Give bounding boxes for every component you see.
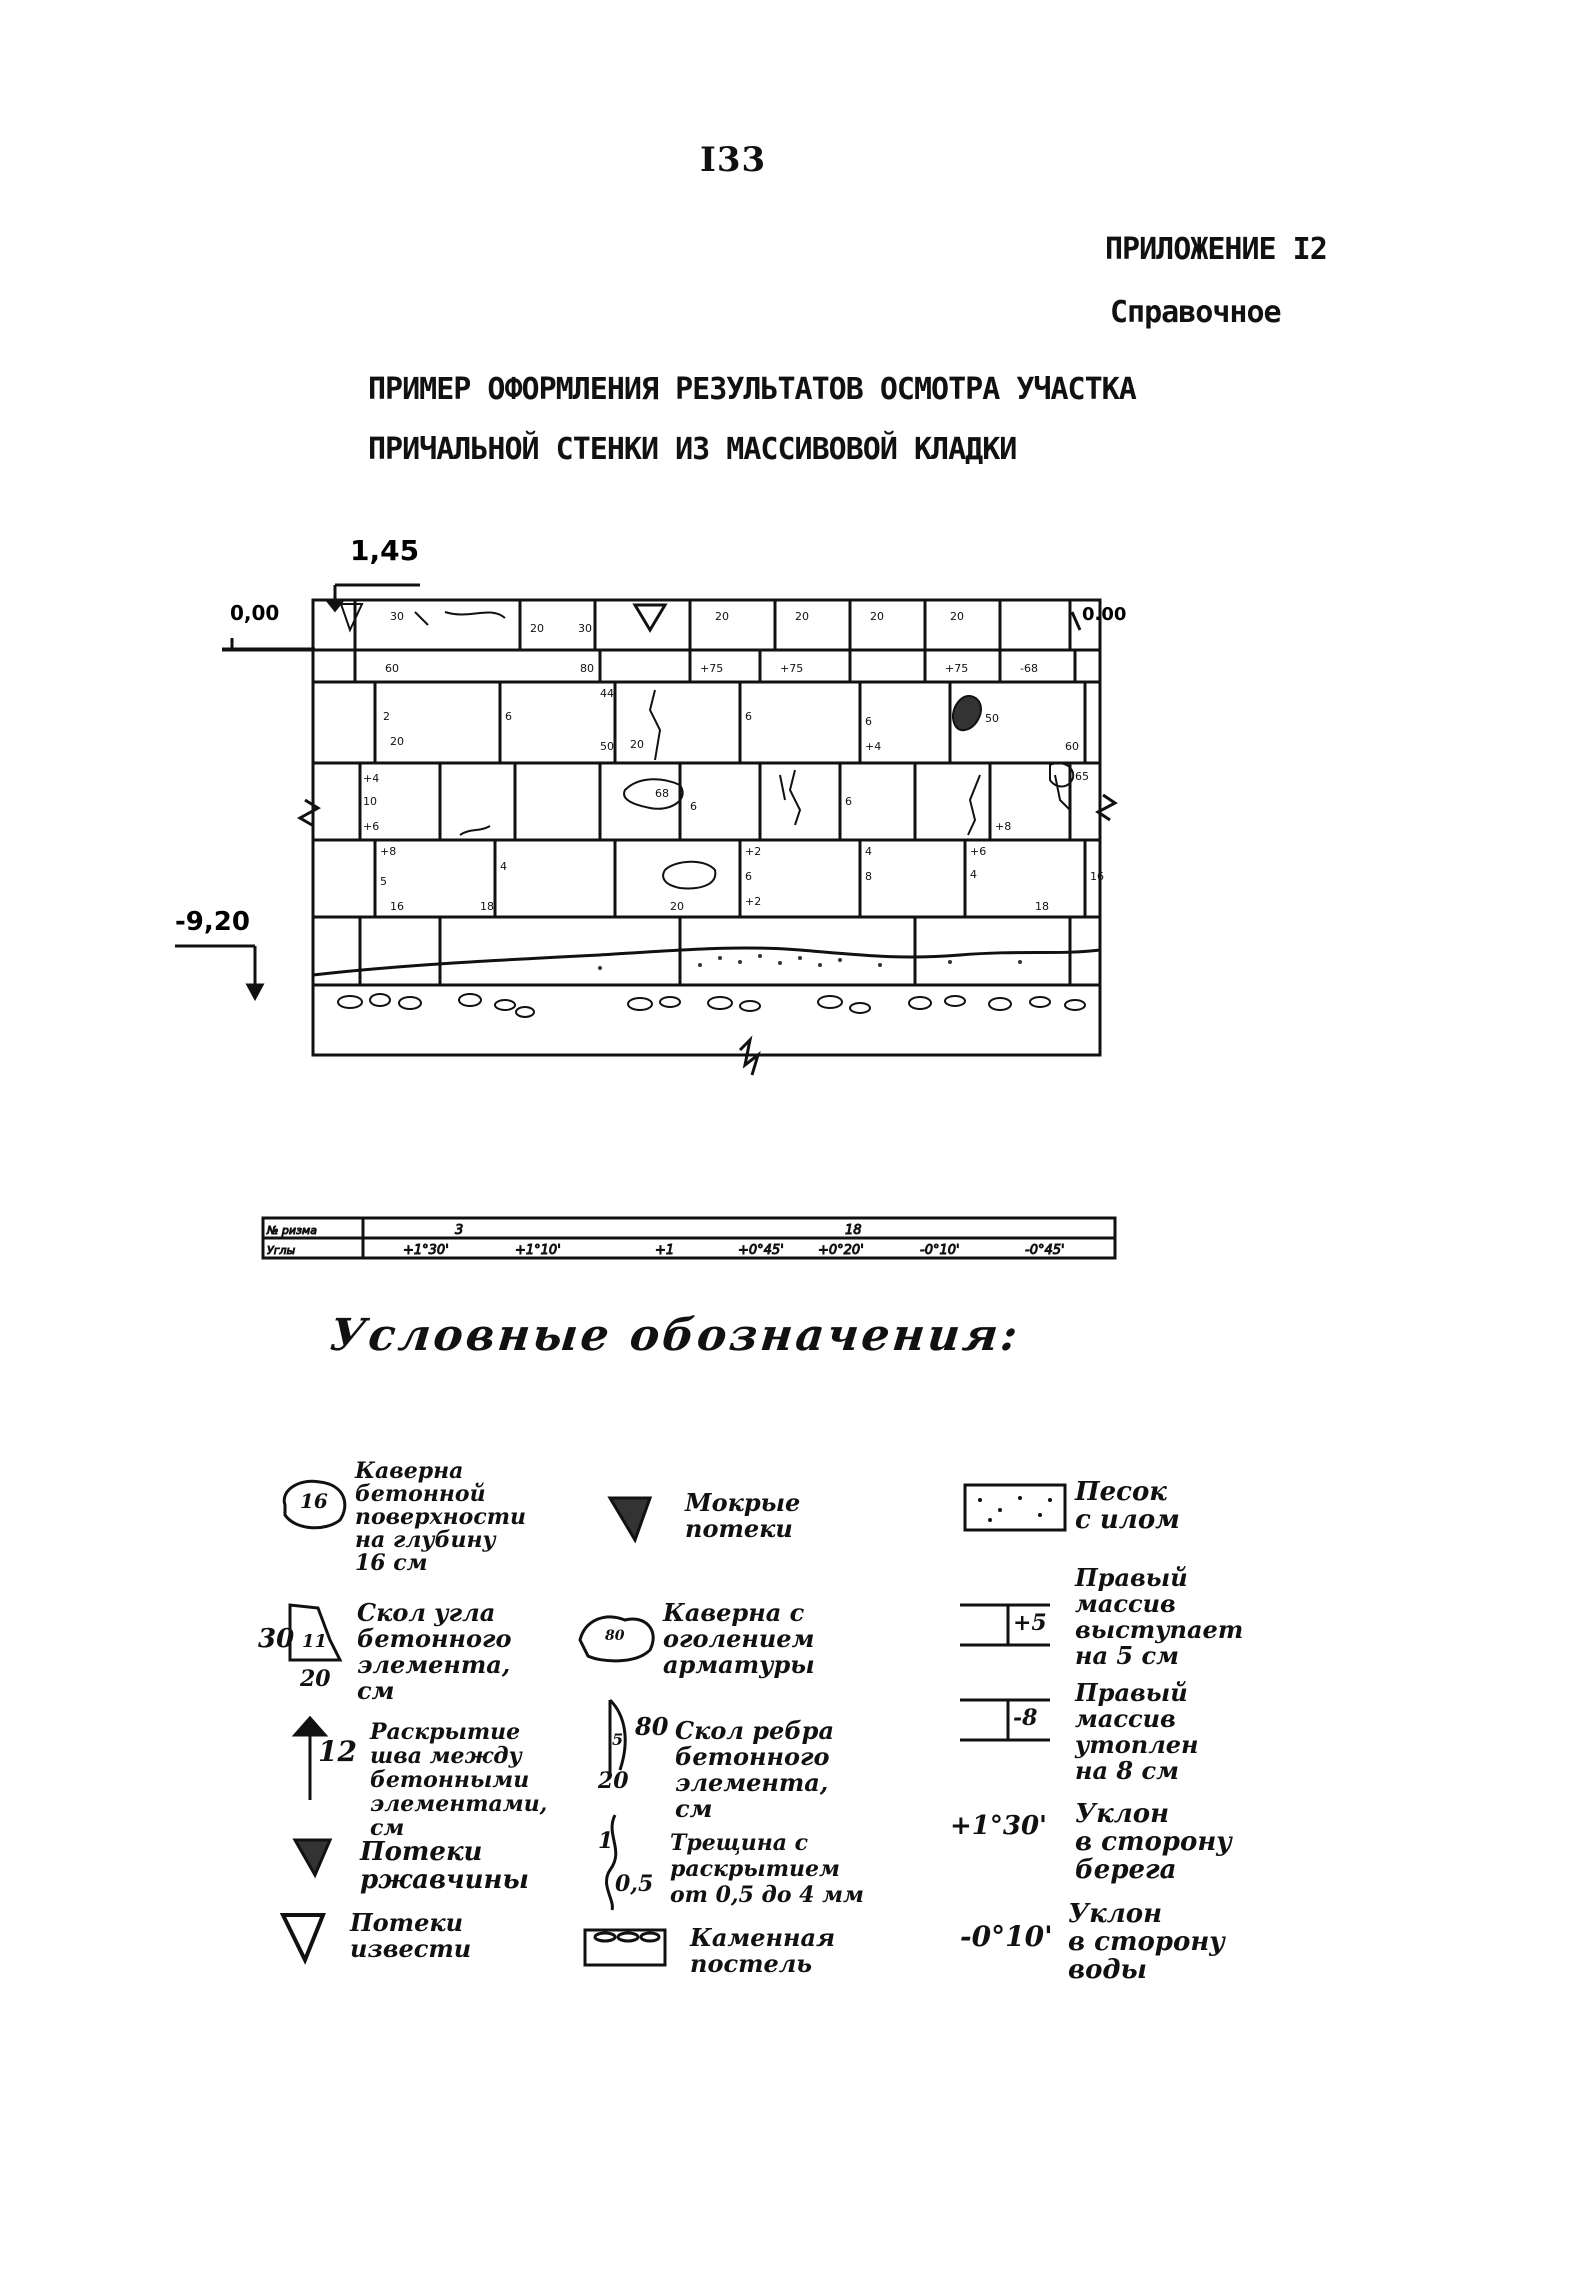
row3-label: 20	[390, 735, 404, 748]
row5-label: +2	[745, 895, 762, 908]
row1-label: 20	[715, 610, 729, 623]
row2-label: +75	[700, 662, 724, 675]
row5-label: 6	[745, 870, 752, 883]
legend-text: Правый массив выступает на 5 см	[1075, 1563, 1244, 1670]
legend-text: Потеки извести	[350, 1908, 472, 1963]
mark-left: 0,00	[230, 601, 280, 625]
row4-label: 68	[655, 787, 669, 800]
row5-label: 20	[670, 900, 684, 913]
mark-bottom: -9,20	[175, 907, 250, 937]
row1-label: 20	[795, 610, 809, 623]
appendix-label: ПРИЛОЖЕНИЕ I2	[1105, 232, 1327, 267]
title-line-1: ПРИМЕР ОФОРМЛЕНИЯ РЕЗУЛЬТАТОВ ОСМОТРА УЧАСТКА	[368, 372, 1136, 407]
mark-right: 0.00	[1082, 604, 1127, 625]
legend-symbol-label: 11	[302, 1631, 328, 1652]
row5-label: +2	[745, 845, 762, 858]
row1-label: 30	[390, 610, 404, 623]
legend-symbol-label: 12	[318, 1735, 357, 1768]
legend-symbol-label: 1	[598, 1828, 614, 1854]
legend-symbol-label: 20	[598, 1768, 629, 1794]
table-cell: 18	[845, 1223, 862, 1238]
row4-label: 65	[1075, 770, 1089, 783]
row3-label: 20	[630, 738, 644, 751]
legend-symbol-label: 0,5	[615, 1871, 654, 1897]
table-header-row2: Углы	[267, 1244, 296, 1257]
mark-top: 1,45	[350, 534, 420, 567]
row3-label: 6	[865, 715, 872, 728]
row1-label: 20	[950, 610, 964, 623]
row2-label: +75	[945, 662, 969, 675]
row1-label: 30	[578, 622, 592, 635]
row4-label: +4	[363, 772, 380, 785]
row5-label: +8	[380, 845, 397, 858]
sand-silt-symbol-icon	[965, 1485, 1065, 1530]
legend-text: Раскрытие шва между бетонными элементами, см	[370, 1719, 548, 1841]
row5-label: 8	[865, 870, 872, 883]
legend-text: Песок с илом	[1075, 1477, 1180, 1535]
row3-label: 50	[985, 712, 999, 725]
legend-text: Уклон в сторону воды	[1068, 1899, 1225, 1985]
legend-symbol-label: -0°10'	[960, 1920, 1053, 1953]
row4-label: +8	[995, 820, 1012, 833]
row4-label: 6	[845, 795, 852, 808]
legend-text: Уклон в сторону берега	[1075, 1799, 1232, 1885]
legend-symbol-label: 16	[300, 1489, 328, 1513]
row2-label: +75	[780, 662, 804, 675]
table-cell: +0°45'	[738, 1243, 784, 1258]
row3-label: 6	[745, 710, 752, 723]
legend-symbol-label: 30	[258, 1624, 295, 1654]
legend-symbol-label: 80	[635, 1712, 669, 1741]
title-line-2: ПРИЧАЛЬНОЙ СТЕНКИ ИЗ МАССИВОВОЙ КЛАДКИ	[368, 432, 1017, 467]
row5-label: 4	[500, 860, 507, 873]
table-cell: +1	[655, 1243, 675, 1258]
table-cell: 3	[455, 1223, 464, 1238]
table-header-row1: № ризма	[267, 1224, 317, 1237]
row2-label: 60	[385, 662, 399, 675]
table-cell: -0°45'	[1025, 1243, 1065, 1258]
row2-label: 80	[580, 662, 594, 675]
legend-symbol-label: 20	[300, 1666, 331, 1692]
row1-label: 20	[530, 622, 544, 635]
row5-label: 5	[380, 875, 387, 888]
reference-label: Справочное	[1110, 295, 1281, 330]
legend-symbol-label: +5	[1013, 1610, 1047, 1636]
legend-text: Трещина с раскрытием от 0,5 до 4 мм	[670, 1830, 864, 1908]
lime-streak-symbol-icon	[283, 1915, 323, 1960]
row1-label: 20	[870, 610, 884, 623]
row3-label: 60	[1065, 740, 1079, 753]
row3-label: 6	[505, 710, 512, 723]
table-cell: -0°10'	[920, 1243, 960, 1258]
row2-label: -68	[1020, 662, 1038, 675]
legend-symbol-label: -8	[1013, 1705, 1038, 1731]
row4-label: 10	[363, 795, 377, 808]
table-cell: +0°20'	[818, 1243, 864, 1258]
legend-title: Условные обозначения:	[327, 1310, 1023, 1361]
legend-text: Скол ребра бетонного элемента, см	[675, 1716, 834, 1823]
row5-label: 18	[480, 900, 494, 913]
legend-text: Потеки ржавчины	[360, 1837, 529, 1895]
legend-text: Правый массив утоплен на 8 см	[1075, 1678, 1199, 1785]
table-cell: +1°30'	[403, 1243, 449, 1258]
row4-label: +6	[363, 820, 380, 833]
row5-label: 16	[390, 900, 404, 913]
row5-label: 4	[970, 868, 977, 881]
rust-streak-symbol-icon	[295, 1840, 330, 1875]
row5-label: +6	[970, 845, 987, 858]
page-number: I33	[700, 140, 767, 180]
row3-label: 2	[383, 710, 390, 723]
legend-text: Скол угла бетонного элемента, см	[357, 1598, 512, 1705]
legend-text: Каменная постель	[690, 1923, 836, 1978]
legend-symbol-label: 5	[612, 1730, 624, 1749]
row3-label: +4	[865, 740, 882, 753]
row3-label: 50	[600, 740, 614, 753]
legend-text: Каверна с оголением арматуры	[663, 1598, 815, 1679]
table-cell: +1°10'	[515, 1243, 561, 1258]
row5-label: 16	[1090, 870, 1104, 883]
legend-text: Мокрые потеки	[685, 1488, 801, 1543]
legend-symbol-label: +1°30'	[950, 1811, 1048, 1841]
row3-label: 44	[600, 687, 614, 700]
row5-label: 18	[1035, 900, 1049, 913]
row5-label: 4	[865, 845, 872, 858]
row4-label: 6	[690, 800, 697, 813]
wet-streak-symbol-icon	[610, 1498, 650, 1540]
legend-symbol-label: 80	[605, 1628, 625, 1644]
legend-text: Каверна бетонной поверхности на глубину 16 см	[355, 1458, 526, 1576]
